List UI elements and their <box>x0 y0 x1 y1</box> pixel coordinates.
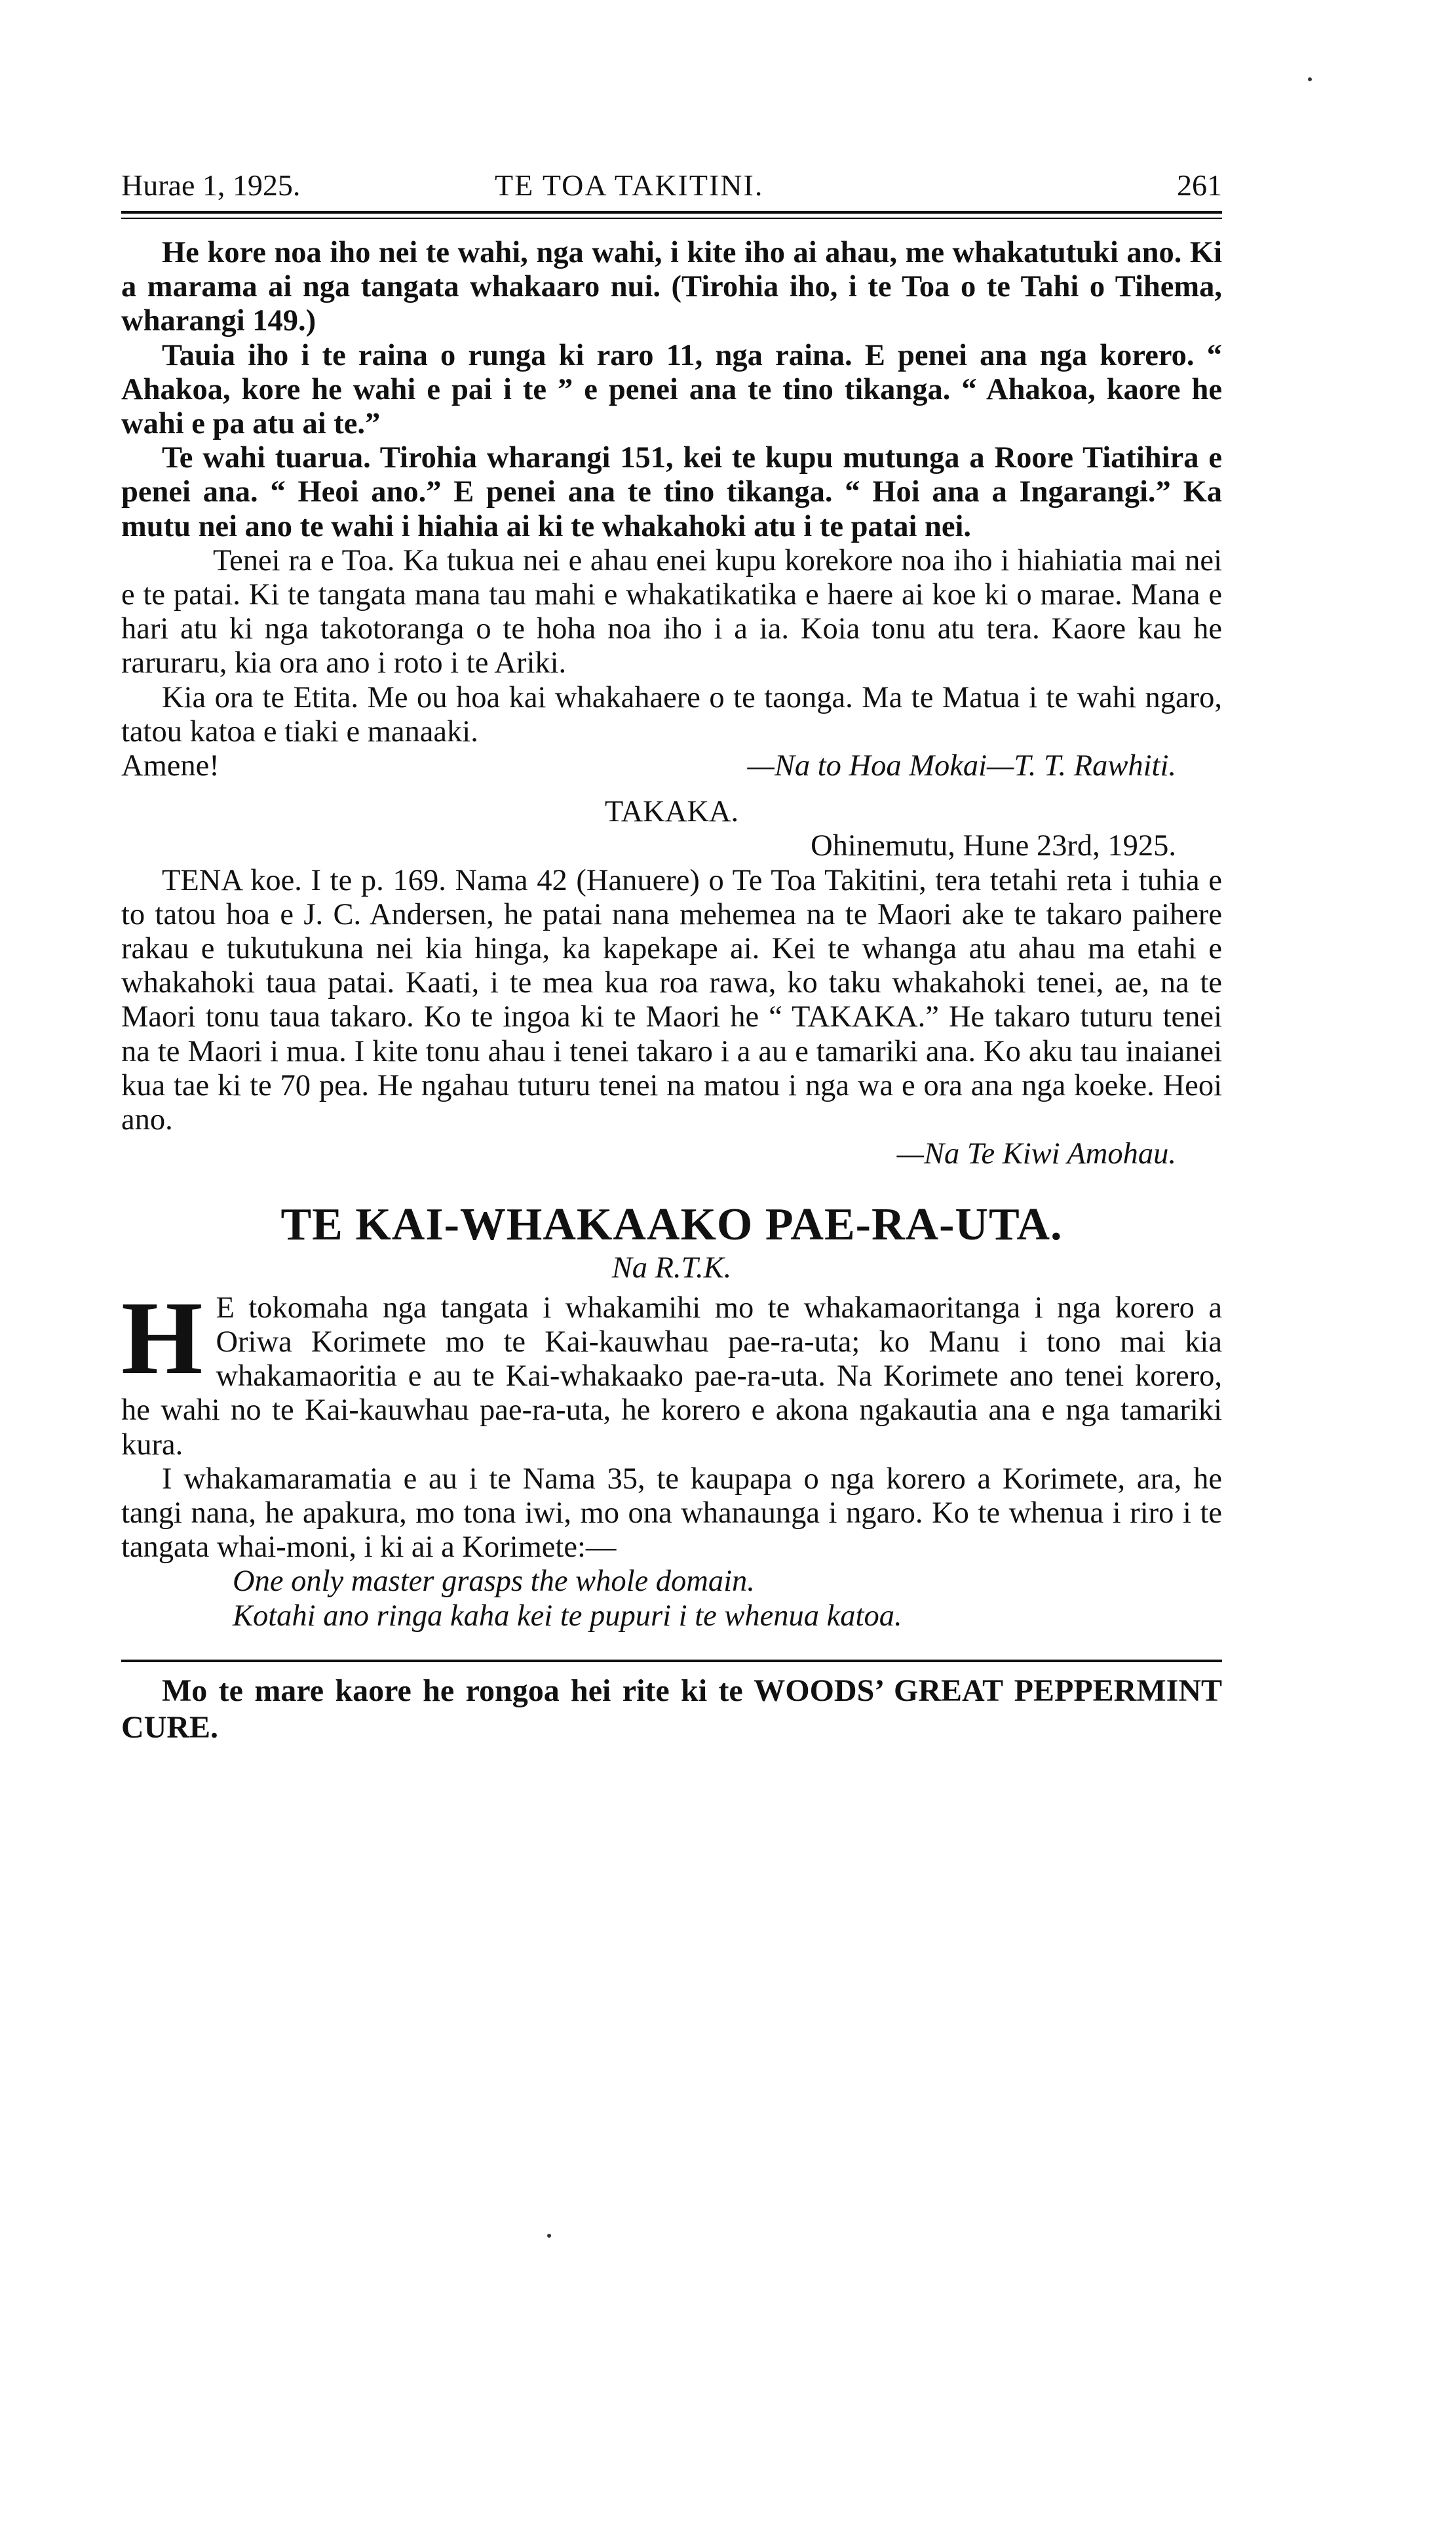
letter2-heading: TAKAKA. <box>604 795 739 829</box>
letter1-paragraph-3: Te wahi tuarua. Tirohia wharangi 151, kei te kupu mutunga a Roore Tiatihira e penei ana. “ Heoi ano.” E penei ana te tino tikanga. “ Hoi ana a Ingarangi.” Ka mutu nei ano te wahi i hiahia ai ki te whakahoki atu i te patai nei. <box>121 441 1222 543</box>
text-column <box>121 236 1222 1746</box>
letter-rawhiti <box>121 236 1222 783</box>
letter2-signature: —Na Te Kiwi Amohau. <box>896 1137 1176 1171</box>
letter1-paragraph-4: Tenei ra e Toa. Ka tukua nei e ahau enei kupu korekore noa iho i hiahiatia mai nei e te patai. Ki te tangata mana tau mahi e whakatikatika e haere ai koe ki o marae. Mana e hari atu ki nga takotoranga o te hoha noa iho i a ia. Koia tonu atu tera. Kaore kau he raruraru, kia ora ano i roto i te Ariki. <box>121 543 1222 680</box>
header-rule-thin <box>121 218 1222 219</box>
article-headline: TE KAI-WHAKAAKO PAE-RA-UTA. <box>280 1199 1063 1251</box>
article-paragraph-1: E tokomaha nga tangata i whakamihi mo te whakamaoritanga i nga korero a Oriwa Korimete mo te Kai-kauwhau pae-ra-uta; ko Manu i tono mai kia whakamaoritia e au te Kai-whakaako pae-ra-uta. Na Korimete ano tenei korero, he wahi no te Kai-kauwhau pae-ra-uta, he korero e akona ngakautia ana e nga tamariki kura. <box>121 1291 1222 1462</box>
letter1-paragraph-5: Kia ora te Etita. Me ou hoa kai whakahaere o te taonga. Ma te Matua i te wahi ngaro, tatou katoa e tiaki e manaaki. <box>121 680 1222 749</box>
quote-line-maori: Kotahi ano ringa kaha kei te pupuri i te whenua katoa. <box>233 1599 902 1633</box>
article-paragraph-2: I whakamaramatia e au i te Nama 35, te kaupapa o nga korero a Korimete, ara, he tangi nana, he apakura, mo tona iwi, mo ona whanaunga i ngaro. Ko te whenua i riro i te tangata whai-moni, i ki ai a Korimete:— <box>121 1462 1222 1565</box>
print-speck <box>547 2234 551 2238</box>
article-lead <box>121 1291 1222 1462</box>
article-kai-whakaako <box>121 1199 1222 1633</box>
letter2-dateline: Ohinemutu, Hune 23rd, 1925. <box>811 829 1176 863</box>
letter1-closing: Amene! <box>121 749 220 783</box>
letter-takaka <box>121 795 1222 1171</box>
article-byline: Na R.T.K. <box>611 1251 732 1285</box>
letter1-paragraph-2: Tauia iho i te raina o runga ki raro 11, nga raina. E penei ana nga korero. “ Ahakoa, kore he wahi e pai i te ” e penei ana te tino tikanga. “ Ahakoa, kaore he wahi e pa atu ai te.” <box>121 338 1222 441</box>
letter1-signoff <box>121 749 1222 783</box>
quote-line-english: One only master grasps the whole domain. <box>233 1565 755 1599</box>
letter2-body: TENA koe. I te p. 169. Nama 42 (Hanuere) o Te Toa Takitini, tera tetahi reta i tuhia e to tatou hoa e J. C. Andersen, he patai nana mehemea na te Maori ake te takaro paihere rakau e tukutukuna nei kia hinga, ka kapekape ai. Kei te whanga atu ahau ma etahi e whakahoki taua patai. Kaati, i te mea kua roa rawa, ko taku whakahoki tenei, ae, na te Maori tonu taua takaro. Ko te ingoa ki te Maori he “ TAKAKA.” He takaro tuturu tenei na te Maori i mua. I kite tonu ahau i tenei takaro i a au e tamariki ana. Ko aku tau inaianei kua tae ki te 70 pea. He ngahau tuturu tenei na matou i nga wa e ora ana nga koeke. Heoi ano. <box>121 863 1222 1137</box>
advert-rule <box>121 1660 1222 1662</box>
page-header <box>121 164 1222 211</box>
page-number: 261 <box>1177 168 1222 202</box>
header-date: Hurae 1, 1925. <box>121 168 301 202</box>
letter1-signature: —Na to Hoa Mokai—T. T. Rawhiti. <box>747 749 1176 783</box>
advert-text: Mo te mare kaore he rongoa hei rite ki te WOODS’ GREAT PEPPERMINT CURE. <box>121 1673 1222 1745</box>
print-speck <box>1308 77 1312 81</box>
header-rule-thick <box>121 211 1222 214</box>
letter1-paragraph-1: He kore noa iho nei te wahi, nga wahi, i kite iho ai ahau, me whakatutuki ano. Ki a marama ai nga tangata whakaaro nui. (Tirohia iho, i te Toa o te Tahi o Tihema, wharangi 149.) <box>121 236 1222 338</box>
drop-cap: H <box>121 1291 203 1396</box>
publication-title: TE TOA TAKITINI. <box>495 168 764 202</box>
